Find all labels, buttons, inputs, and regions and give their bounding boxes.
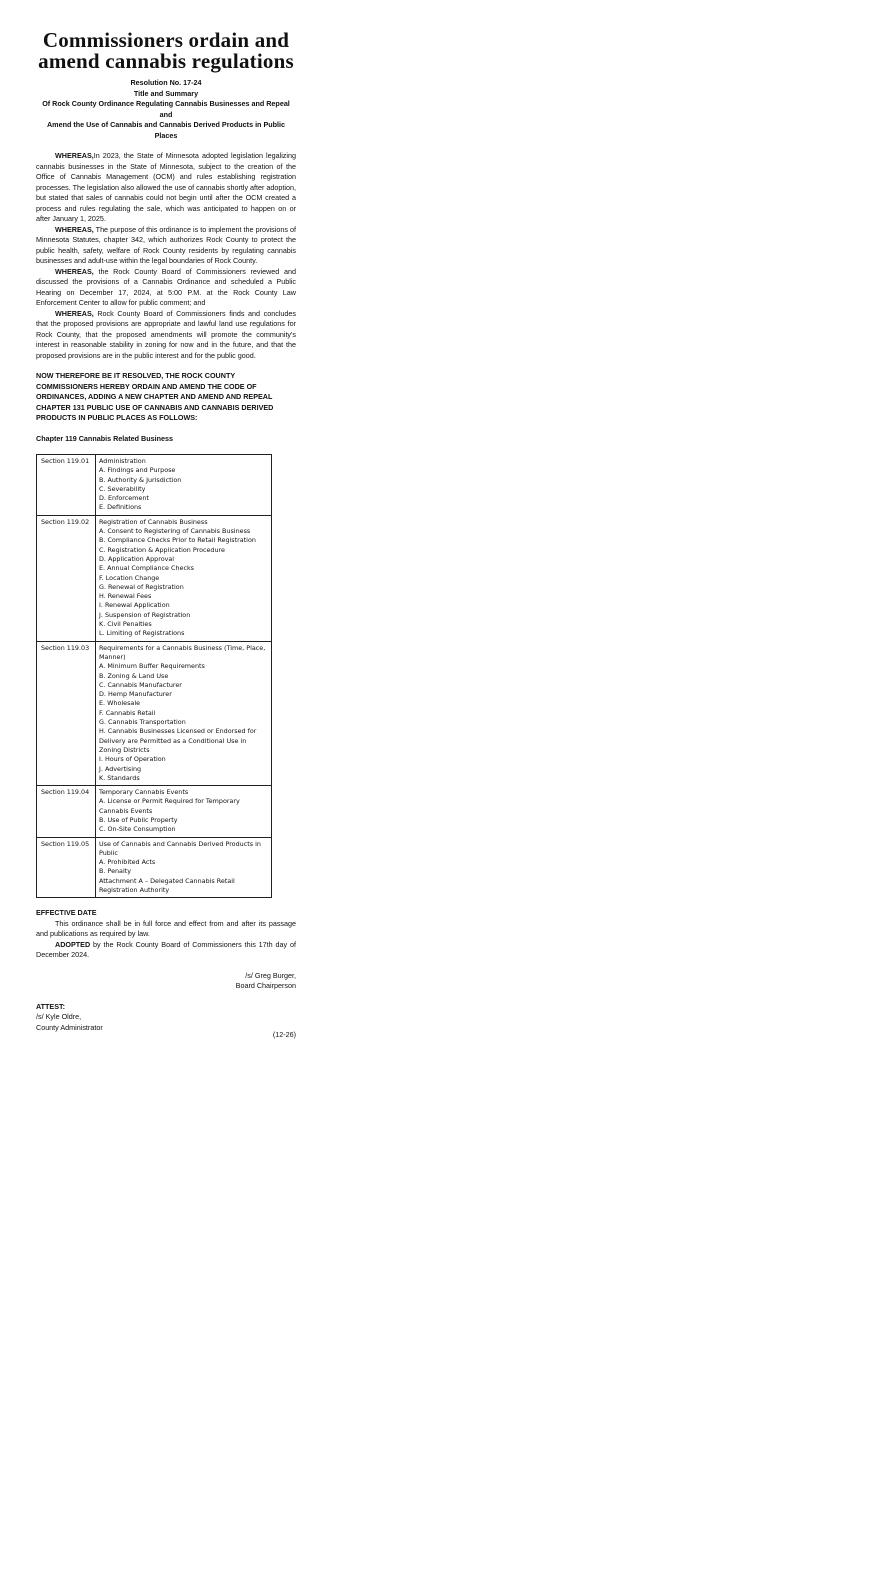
section-item: A. Findings and Purpose <box>99 466 176 475</box>
sections-table <box>36 454 272 898</box>
section-item: Use of Cannabis and Cannabis Derived Products in Public <box>99 839 261 857</box>
whereas-paragraph <box>36 309 296 362</box>
section-item: Administration <box>99 457 146 465</box>
legal-notice <box>36 30 296 1041</box>
whereas-lead: WHEREAS, <box>55 151 94 160</box>
adopted-paragraph <box>36 940 296 961</box>
section-contents <box>96 515 272 641</box>
section-item: F. Location Change <box>99 573 160 582</box>
section-item: Registration of Cannabis Business <box>99 517 208 526</box>
section-item: Attachment A – Delegated Cannabis Retail Registration Authority <box>99 876 235 895</box>
section-row <box>37 515 272 641</box>
section-number: Section 119.02 <box>37 515 96 641</box>
section-item: G. Cannabis Transportation <box>99 718 186 727</box>
headline-line-2: amend cannabis regulations <box>38 49 294 73</box>
section-item: B. Compliance Checks Prior to Retail Registration <box>99 536 256 545</box>
adopted-text: by the Rock County Board of Commissioners this 17th day of December 2024. <box>36 939 296 960</box>
signature-title: Board Chairperson <box>235 981 296 991</box>
whereas-paragraph <box>36 267 296 309</box>
summary-line-2: Amend the Use of Cannabis and Cannabis Derived Products in Public Places <box>46 120 286 140</box>
attest-block <box>36 1002 296 1034</box>
section-item: K. Civil Penalties <box>99 620 152 629</box>
section-number: Section 119.03 <box>37 641 96 785</box>
chapter-title: Chapter 119 Cannabis Related Business <box>36 433 174 443</box>
section-item: I. Renewal Application <box>99 601 170 610</box>
section-item: F. Cannabis Retail <box>99 708 156 717</box>
section-item: E. Wholesale <box>99 699 141 708</box>
section-item: C. Cannabis Manufacturer <box>99 680 182 689</box>
section-item: D. Hemp Manufacturer <box>99 690 172 699</box>
whereas-text: Rock County Board of Commissioners finds and concludes that the proposed provisions are appropriate and lawful land use regulations for Rock County, that the proposed amendments will promote the community's interest in reasonable stability in zoning for now and in the future, and that the proposed provisions are in the public interest and for the public good. <box>36 308 296 360</box>
section-item: J. Advertising <box>99 764 142 773</box>
section-item: L. Limiting of Registrations <box>99 629 185 638</box>
adopted-lead: ADOPTED <box>55 939 91 949</box>
whereas-lead: WHEREAS, <box>55 308 94 318</box>
section-item: H. Cannabis Businesses Licensed or Endorsed for Delivery are Permitted as a Conditional Use in Zoning Districts <box>99 727 257 754</box>
whereas-lead: WHEREAS, <box>55 266 94 276</box>
attest-label: ATTEST: <box>36 1001 66 1011</box>
whereas-text: the Rock County Board of Commissioners reviewed and discussed the provisions of a Cannabis Ordinance and scheduled a Public Hearing on December 17, 2024, at 5:00 P.M. at the Rock County Law Enforcement Center to allow for public comment; and <box>36 266 296 307</box>
section-item: B. Zoning & Land Use <box>99 671 169 680</box>
section-item: B. Authority & Jurisdiction <box>99 475 182 484</box>
section-contents <box>96 837 272 898</box>
section-item: K. Standards <box>99 773 140 782</box>
attest-name: /s/ Kyle Oldre, <box>36 1012 82 1022</box>
section-item: D. Application Approval <box>99 554 175 563</box>
section-item: A. Prohibited Acts <box>99 858 156 867</box>
section-contents <box>96 786 272 837</box>
section-item: Temporary Cannabis Events <box>99 788 189 797</box>
section-item: J. Suspension of Registration <box>99 610 191 619</box>
whereas-text: In 2023, the State of Minnesota adopted legislation legalizing cannabis businesses in the State of Minnesota, subject to the creation of the Office of Cannabis Management (OCM) and rules establishing registration processes. The legislation also allowed the use of cannabis shortly after adoption, but stated that sales of cannabis could not begin until after the OCM created a process and rules regulating the sale, which was anticipated to happen on or after January 1, 2025. <box>36 151 296 223</box>
title-label: Title and Summary <box>133 88 199 98</box>
section-item: I. Hours of Operation <box>99 755 166 764</box>
whereas-paragraph <box>36 151 296 225</box>
section-item: G. Renewal of Registration <box>99 582 184 591</box>
whereas-lead: WHEREAS, <box>55 224 94 234</box>
section-number: Section 119.05 <box>37 837 96 898</box>
publication-code: (12-26) <box>272 1030 296 1040</box>
signature-block <box>36 971 296 992</box>
section-item: A. Consent to Registering of Cannabis Business <box>99 527 251 536</box>
section-row <box>37 837 272 898</box>
whereas-text: The purpose of this ordinance is to implement the provisions of Minnesota Statutes, chapter 342, which authorizes Rock County to protect the public health, safety, welfare of Rock County residents by regulating cannabis businesses and adult-use within the legal boundaries of Rock County. <box>36 224 296 265</box>
section-item: C. Severability <box>99 484 146 493</box>
effective-date-text: This ordinance shall be in full force and effect from and after its passage and publications as required by law. <box>36 918 296 939</box>
resolved-clause: NOW THEREFORE BE IT RESOLVED, THE ROCK COUNTY COMMISSIONERS HEREBY ORDAIN AND AMEND THE CODE OF ORDINANCES, ADDING A NEW CHAPTER AND AMEND AND REPEAL CHAPTER 131 PUBLIC USE OF CANNABIS AND CANNABIS DERIVED PRODUCTS IN PUBLIC PLACES AS FOLLOWS: <box>36 371 274 422</box>
section-item: E. Definitions <box>99 503 142 512</box>
signature-name: /s/ Greg Burger, <box>245 970 296 980</box>
section-number: Section 119.01 <box>37 455 96 516</box>
section-item: C. Registration & Application Procedure <box>99 545 225 554</box>
section-number: Section 119.04 <box>37 786 96 837</box>
effective-date-label: EFFECTIVE DATE <box>36 908 97 918</box>
summary-line-1: Of Rock County Ordinance Regulating Cannabis Businesses and Repeal and <box>42 99 290 119</box>
section-item: B. Penalty <box>99 867 132 876</box>
section-row <box>37 641 272 785</box>
section-row <box>37 786 272 837</box>
section-item: E. Annual Compliance Checks <box>99 564 194 573</box>
section-item: H. Renewal Fees <box>99 592 152 601</box>
headline-line-1: Commissioners ordain and <box>42 28 290 52</box>
section-item: A. License or Permit Required for Temporary Cannabis Events <box>99 797 240 815</box>
section-item: A. Minimum Buffer Requirements <box>99 662 205 671</box>
whereas-clauses <box>36 151 296 361</box>
section-contents <box>96 455 272 516</box>
headline <box>36 30 296 72</box>
section-item: D. Enforcement <box>99 494 149 503</box>
section-item: B. Use of Public Property <box>99 815 178 824</box>
section-item: C. On-Site Consumption <box>99 825 176 834</box>
section-row <box>37 455 272 516</box>
section-contents <box>96 641 272 785</box>
whereas-paragraph <box>36 225 296 267</box>
resolution-number: Resolution No. 17-24 <box>130 78 202 87</box>
attest-title: County Administrator <box>36 1022 103 1032</box>
section-item: Requirements for a Cannabis Business (Time, Place, Manner) <box>99 643 266 661</box>
